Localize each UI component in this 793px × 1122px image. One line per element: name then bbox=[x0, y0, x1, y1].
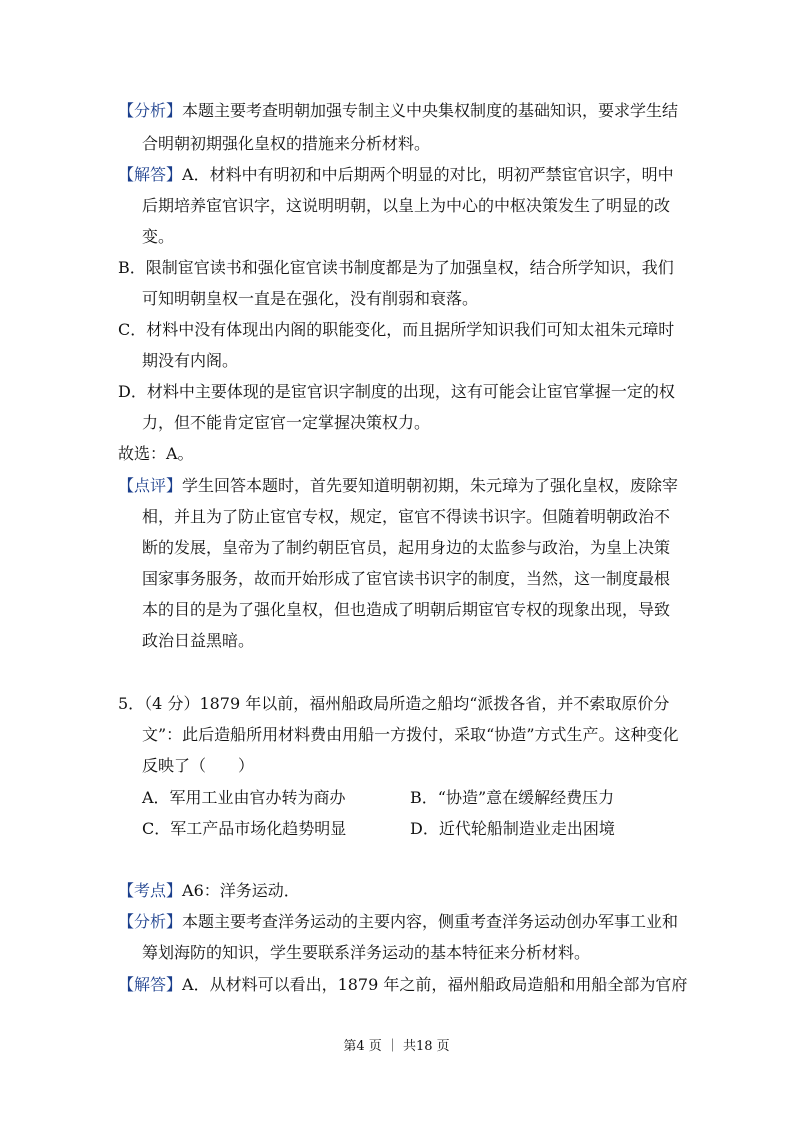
comment-tag: 【点评】 bbox=[118, 476, 183, 495]
answer-tag: 【解答】 bbox=[118, 165, 183, 184]
q5-option-d: D．近代轮船制造业走出困境 bbox=[410, 819, 615, 838]
q4-comment-line-1: 【点评】学生回答本题时，首先要知道明朝初期，朱元璋为了强化皇权，废除宰 bbox=[118, 476, 679, 495]
q4-analysis-line-1: 【分析】本题主要考查明朝加强专制主义中央集权制度的基础知识，要求学生结 bbox=[118, 101, 679, 120]
q4-answer-line-1: 【解答】A．材料中有明初和中后期两个明显的对比，明初严禁宦官识字，明中 bbox=[118, 165, 674, 184]
q5-stem-line-1: 5．（4 分）1879 年以前，福州船政局所造之船均“派拨各省，并不索取原价分 bbox=[118, 694, 670, 713]
q4-analysis-line-2: 合明朝初期强化皇权的措施来分析材料。 bbox=[142, 134, 431, 153]
q5-stem-line-3: 反映了（ ） bbox=[142, 756, 255, 775]
q5-stem-line-2: 文”：此后造船所用材料费由用船一方拨付，采取“协造”方式生产。这种变化 bbox=[142, 725, 679, 744]
page-footer: 第4 页 ｜ 共18 页 bbox=[343, 1039, 450, 1054]
q4-option-d-explain-1: D．材料中主要体现的是宦官识字制度的出现，这有可能会让宦官掌握一定的权 bbox=[118, 382, 675, 401]
q4-option-b-explain-2: 可知明朝皇权一直是在强化，没有削弱和衰落。 bbox=[142, 289, 479, 308]
q5-option-a: A．军用工业由官办转为商办 bbox=[142, 788, 346, 807]
q4-comment-line-2: 相，并且为了防止宦官专权，规定，宦官不得读书识字。但随着明朝政治不 bbox=[142, 507, 671, 526]
q4-answer-line-3: 变。 bbox=[142, 227, 175, 246]
q4-comment-line-5: 本的目的是为了强化皇权，但也造成了明朝后期宦官专权的现象出现，导致 bbox=[142, 600, 671, 619]
q4-option-c-explain-1: C．材料中没有体现出内阁的职能变化，而且据所学知识我们可知太祖朱元璋时 bbox=[118, 320, 675, 339]
q5-option-c: C．军工产品市场化趋势明显 bbox=[142, 819, 347, 838]
q4-choice: 故选：A。 bbox=[118, 444, 194, 463]
kaodian-tag: 【考点】 bbox=[118, 881, 183, 900]
q5-answer-line-1: 【解答】A．从材料可以看出，1879 年之前，福州船政局造船和用船全部为官府 bbox=[118, 975, 688, 994]
q4-option-d-explain-2: 力，但不能肯定宦官一定掌握决策权力。 bbox=[142, 413, 431, 432]
q4-comment-line-6: 政治日益黑暗。 bbox=[142, 631, 255, 650]
q4-comment-line-3: 断的发展，皇帝为了制约朝臣官员，起用身边的太监参与政治，为皇上决策 bbox=[142, 538, 671, 557]
q4-option-c-explain-2: 期没有内阁。 bbox=[142, 351, 239, 370]
answer-tag: 【解答】 bbox=[118, 975, 183, 994]
analysis-tag: 【分析】 bbox=[118, 912, 183, 931]
q4-option-b-explain-1: B．限制宦官读书和强化宦官读书制度都是为了加强皇权，结合所学知识，我们 bbox=[118, 258, 674, 277]
q4-answer-line-2: 后期培养宦官识字，这说明明朝，以皇上为中心的中枢决策发生了明显的改 bbox=[142, 196, 671, 215]
analysis-tag: 【分析】 bbox=[118, 101, 183, 120]
q5-analysis-line-1: 【分析】本题主要考查洋务运动的主要内容，侧重考查洋务运动创办军事工业和 bbox=[118, 912, 679, 931]
q4-comment-line-4: 国家事务服务，故而开始形成了宦官读书识字的制度，当然，这一制度最根 bbox=[142, 569, 671, 588]
q5-analysis-line-2: 筹划海防的知识，学生要联系洋务运动的基本特征来分析材料。 bbox=[142, 943, 591, 962]
q5-kaodian: 【考点】A6：洋务运动． bbox=[118, 881, 300, 900]
q5-option-b: B．“协造”意在缓解经费压力 bbox=[410, 788, 615, 807]
